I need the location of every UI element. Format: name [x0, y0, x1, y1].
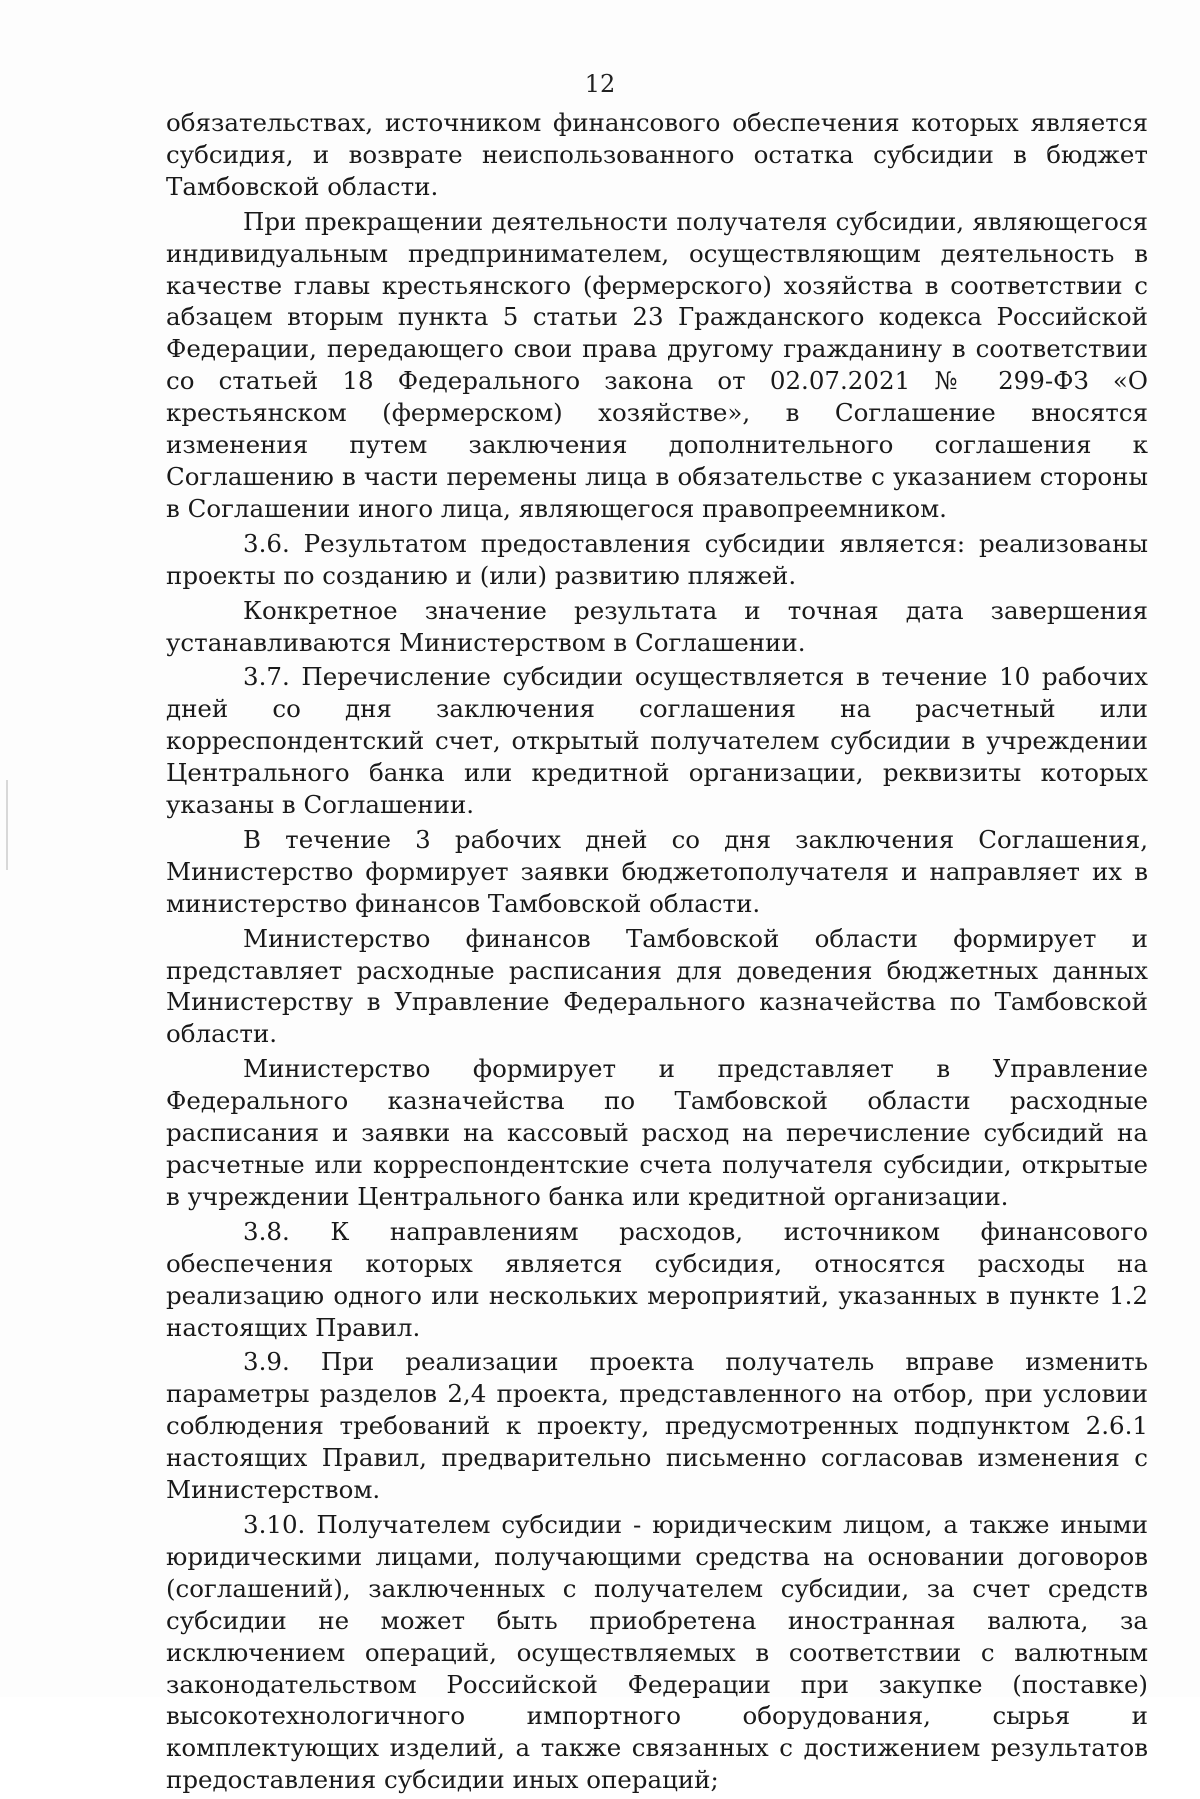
paragraph-3-8: 3.8. К направлениям расходов, источником финансового обеспечения которых является субсидия, относятся расходы на реализацию одного или нескольких мероприятий, указанных в пункте 1.2 настоящих Правил.	[166, 1216, 1148, 1342]
paragraph-3-9: 3.9. При реализации проекта получатель вправе изменить параметры разделов 2,4 проекта, представленного на отбор, при условии соблюдения требований к проекту, предусмотренных подпунктом 2.6.1 настоящих Правил, предварительно письменно согласовав изменения с Министерством.	[166, 1347, 1148, 1505]
page-number: 12	[584, 70, 616, 98]
document-body	[166, 107, 1148, 1799]
paragraph-finance-ministry: Министерство финансов Тамбовской области формирует и представляет расходные расписания для доведения бюджетных данных Министерству в Управление Федерального казначейства по Тамбовской области.	[166, 923, 1148, 1049]
paragraph-result-value: Конкретное значение результата и точная дата завершения устанавливаются Министерством в Соглашении.	[166, 595, 1148, 657]
paragraph-treasury-schedules: Министерство формирует и представляет в Управление Федерального казначейства по Тамбовской области расходные расписания и заявки на кассовый расход на перечисление субсидий на расчетные или корреспондентские счета получателя субсидии, открытые в учреждении Центрального банка или кредитной организации.	[166, 1054, 1148, 1211]
paragraph-termination-of-activity: При прекращении деятельности получателя субсидии, являющегося индивидуальным предпринимателем, осуществляющим деятельность в качестве главы крестьянского (фермерского) хозяйства в соответствии с абзацем вторым пункта 5 статьи 23 Гражданского кодекса Российской Федерации, передающего свои права другому гражданину в соответствии со статьей 18 Федерального закона от 02.07.2021 № 299-ФЗ «О крестьянском (фермерском) хозяйстве», в Соглашение вносятся изменения путем заключения дополнительного соглашения к Соглашению в части перемены лица в обязательстве с указанием стороны в Соглашении иного лица, являющегося правопреемником.	[166, 206, 1148, 523]
paragraph-continuation: обязательствах, источником финансового обеспечения которых является субсидия, и возврате неиспользованного остатка субсидии в бюджет Тамбовской области.	[166, 108, 1148, 201]
scan-margin-mark	[6, 780, 8, 870]
paragraph-3-7: 3.7. Перечисление субсидии осуществляется в течение 10 рабочих дней со дня заключения соглашения на расчетный или корреспондентский счет, открытый получателем субсидии в учреждении Центрального банка или кредитной организации, реквизиты которых указаны в Соглашении.	[166, 662, 1148, 820]
paragraph-3-6: 3.6. Результатом предоставления субсидии является: реализованы проекты по созданию и (или) развитию пляжей.	[166, 528, 1148, 590]
paragraph-3-10: 3.10. Получателем субсидии - юридическим лицом, а также иными юридическими лицами, получающими средства на основании договоров (соглашений), заключенных с получателем субсидии, за счет средств субсидии не может быть приобретена иностранная валюта, за исключением операций, осуществляемых в соответствии с валютным законодательством Российской Федерации при закупке (поставке) высокотехнологичного импортного оборудования, сырья и комплектующих изделий, а также связанных с достижением результатов предоставления субсидии иных операций;	[166, 1509, 1148, 1795]
paragraph-ministry-requests: В течение 3 рабочих дней со дня заключения Соглашения, Министерство формирует заявки бюджетополучателя и направляет их в министерство финансов Тамбовской области.	[166, 824, 1148, 918]
